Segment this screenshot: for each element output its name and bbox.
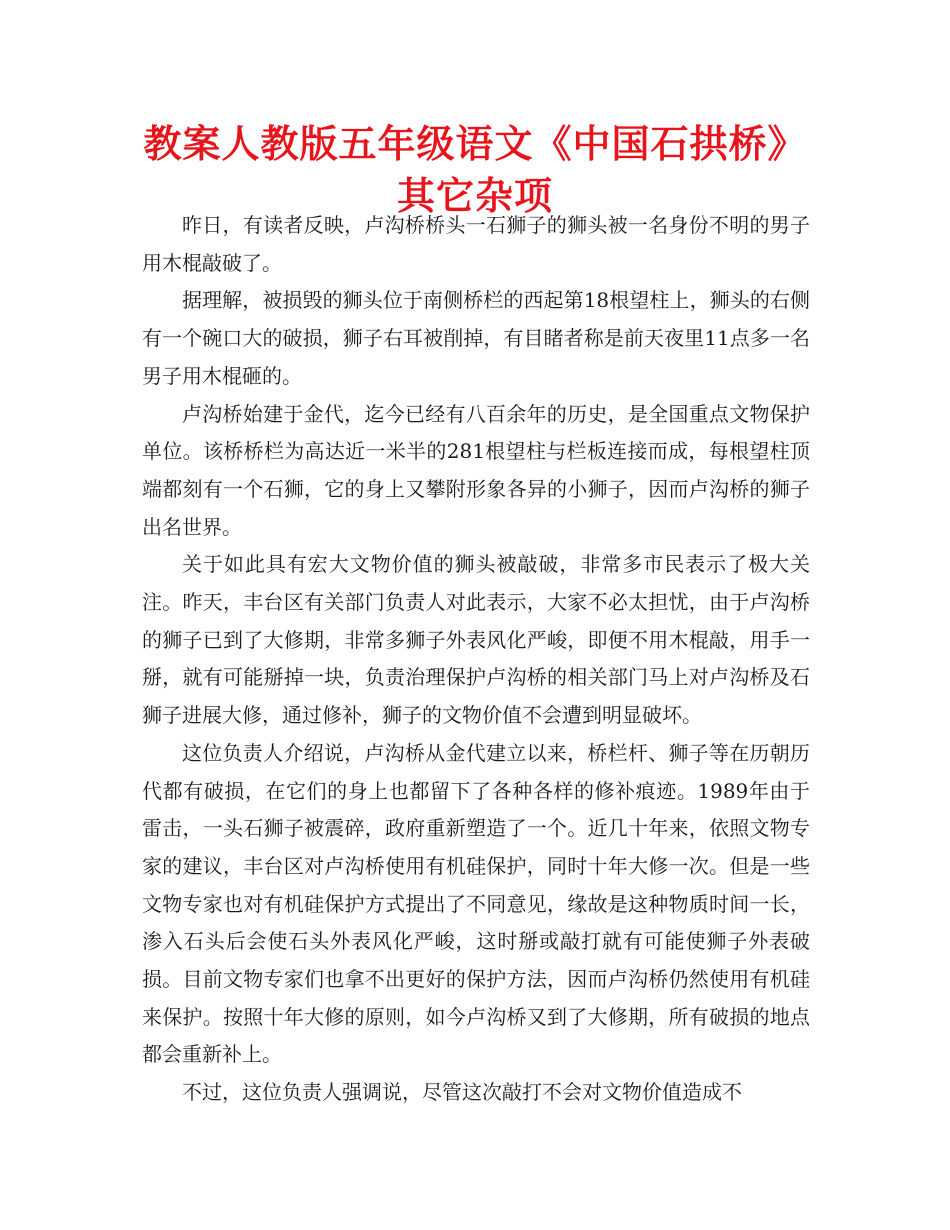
document-body: [142, 207, 810, 1112]
document-title: 教案人教版五年级语文《中国石拱桥》其它杂项: [143, 122, 807, 218]
paragraph: 卢沟桥始建于金代，迄今已经有八百余年的历史，是全国重点文物保护单位。该桥桥栏为高达近一米半的281根望柱与栏板连接而成，每根望柱顶端都刻有一个石狮，它的身上又攀附形象各异的小狮子，因而卢沟桥的狮子出名世界。: [142, 401, 810, 539]
paragraph: 关于如此具有宏大文物价值的狮头被敲破，非常多市民表示了极大关注。昨天，丰台区有关部门负责人对此表示，大家不必太担忧，由于卢沟桥的狮子已到了大修期，非常多狮子外表风化严峻，即便不用木棍敲，用手一掰，就有可能掰掉一块，负责治理保护卢沟桥的相关部门马上对卢沟桥及石狮子进展大修，通过修补，狮子的文物价值不会遭到明显破坏。: [142, 552, 810, 728]
paragraph: 昨日，有读者反映，卢沟桥桥头一石狮子的狮头被一名身份不明的男子用木棍敲破了。: [142, 213, 810, 275]
paragraph: 不过，这位负责人强调说，尽管这次敲打不会对文物价值造成不: [182, 1080, 742, 1105]
paragraph: 据理解，被损毁的狮头位于南侧桥栏的西起第18根望柱上，狮头的右侧有一个碗口大的破损，狮子右耳被削掉，有目睹者称是前天夜里11点多一名男子用木棍砸的。: [142, 288, 810, 388]
paragraph: 这位负责人介绍说，卢沟桥从金代建立以来，桥栏杆、狮子等在历朝历代都有破损，在它们的身上也都留下了各种各样的修补痕迹。1989年由于雷击，一头石狮子被震碎，政府重新塑造了一个。近几十年来，依照文物专家的建议，丰台区对卢沟桥使用有机硅保护，同时十年大修一次。但是一些文物专家也对有机硅保护方式提出了不同意见，缘故是这种物质时间一长，渗入石头后会使石头外表风化严峻，这时掰或敲打就有可能使狮子外表破损。目前文物专家们也拿不出更好的保护方法，因而卢沟桥仍然使用有机硅来保护。按照十年大修的原则，如今卢沟桥又到了大修期，所有破损的地点都会重新补上。: [142, 740, 810, 1067]
